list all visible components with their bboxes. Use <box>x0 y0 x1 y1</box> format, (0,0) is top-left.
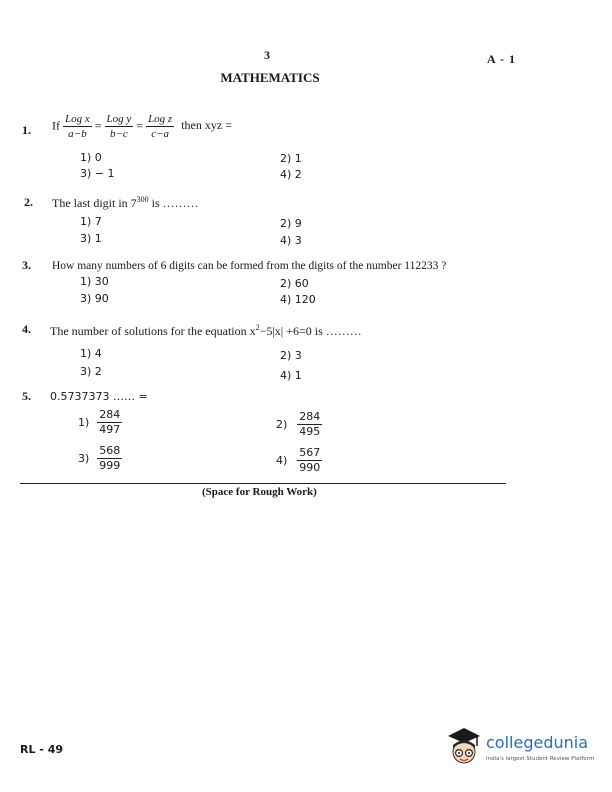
question-4-exponent: 2 <box>255 323 260 332</box>
question-2-text-after: is ……… <box>148 196 199 210</box>
question-1-number: 1. <box>22 123 31 137</box>
fraction-numerator: 284 <box>99 408 121 421</box>
option-fraction <box>97 408 122 437</box>
question-1-option-4: 4) 2 <box>280 168 302 181</box>
fraction-denominator: a−b <box>68 128 87 140</box>
fraction-denominator: 495 <box>299 425 321 438</box>
fraction-denominator: 497 <box>99 423 121 436</box>
question-2-option-1: 1) 7 <box>80 215 102 228</box>
question-2-text <box>52 195 199 211</box>
question-5-option-3 <box>78 444 122 473</box>
option-fraction <box>297 410 322 439</box>
option-label: 1) <box>78 416 90 429</box>
paper-code: A - 1 <box>487 52 516 66</box>
question-4-number: 4. <box>22 322 31 336</box>
subject-title: MATHEMATICS <box>220 70 320 85</box>
fraction-denominator: c−a <box>151 128 170 140</box>
fraction-denominator: 999 <box>99 459 121 472</box>
question-5-number: 5. <box>22 389 31 403</box>
question-2-text-before: The last digit in 7 <box>52 196 137 210</box>
fraction-log-z <box>146 112 174 141</box>
option-label: 4) <box>276 454 288 467</box>
collegedunia-logo-text: collegedunia <box>486 733 589 752</box>
footer-code: RL - 49 <box>20 743 64 756</box>
question-4-text-before: The number of solutions for the equation x <box>50 324 256 338</box>
question-5-text: 0.5737373 …… = <box>50 390 148 403</box>
fraction-denominator: 990 <box>299 461 321 474</box>
fraction-numerator: Log x <box>65 113 90 125</box>
question-5-option-1 <box>78 408 122 437</box>
collegedunia-tagline: India's largest Student Review Platform <box>486 756 595 762</box>
question-1-suffix: then xyz = <box>181 118 232 133</box>
question-2-exponent: 300 <box>136 195 149 204</box>
question-1-prefix: If <box>52 118 60 133</box>
question-2-option-4: 4) 3 <box>280 234 302 247</box>
question-1-option-1: 1) 0 <box>80 151 102 164</box>
fraction-numerator: 284 <box>299 410 321 423</box>
fraction-numerator: 568 <box>99 444 121 457</box>
question-5-option-2 <box>276 410 322 439</box>
collegedunia-mascot-icon <box>444 726 484 770</box>
fraction-denominator: b−c <box>110 128 128 140</box>
question-4-option-2: 2) 3 <box>280 349 302 362</box>
equals-sign: = <box>136 118 144 133</box>
question-4-option-1: 1) 4 <box>80 347 102 360</box>
fraction-numerator: 567 <box>299 446 321 459</box>
question-4-option-3: 3) 2 <box>80 365 102 378</box>
fraction-numerator: Log z <box>148 113 173 125</box>
rough-work-label: (Space for Rough Work) <box>202 486 317 498</box>
page-number: 3 <box>264 48 270 62</box>
question-1-option-3: 3) − 1 <box>80 167 115 180</box>
rough-work-divider <box>20 483 506 484</box>
question-5-option-4 <box>276 446 322 475</box>
question-3-option-1: 1) 30 <box>80 275 109 288</box>
fraction-log-y <box>105 112 134 141</box>
question-4-text-after: −5|x| +6=0 is ……… <box>259 324 362 338</box>
equals-sign: = <box>94 118 102 133</box>
option-label: 2) <box>276 418 288 431</box>
question-3-number: 3. <box>22 258 31 272</box>
question-4-option-4: 4) 1 <box>280 369 302 382</box>
question-3-text: How many numbers of 6 digits can be formed from the digits of the number 112233 ? <box>52 260 447 272</box>
question-3-option-2: 2) 60 <box>280 277 309 290</box>
fraction-numerator: Log y <box>106 113 132 125</box>
fraction-log-x <box>63 112 92 141</box>
question-4-text <box>50 323 362 339</box>
question-2-number: 2. <box>24 195 33 209</box>
question-3-option-4: 4) 120 <box>280 293 316 306</box>
question-3-option-3: 3) 90 <box>80 292 109 305</box>
option-fraction <box>297 446 322 475</box>
question-1-option-2: 2) 1 <box>280 152 302 165</box>
question-2-option-2: 2) 9 <box>280 217 302 230</box>
option-fraction <box>97 444 122 473</box>
question-2-option-3: 3) 1 <box>80 232 102 245</box>
option-label: 3) <box>78 452 90 465</box>
question-1-text <box>52 112 232 141</box>
